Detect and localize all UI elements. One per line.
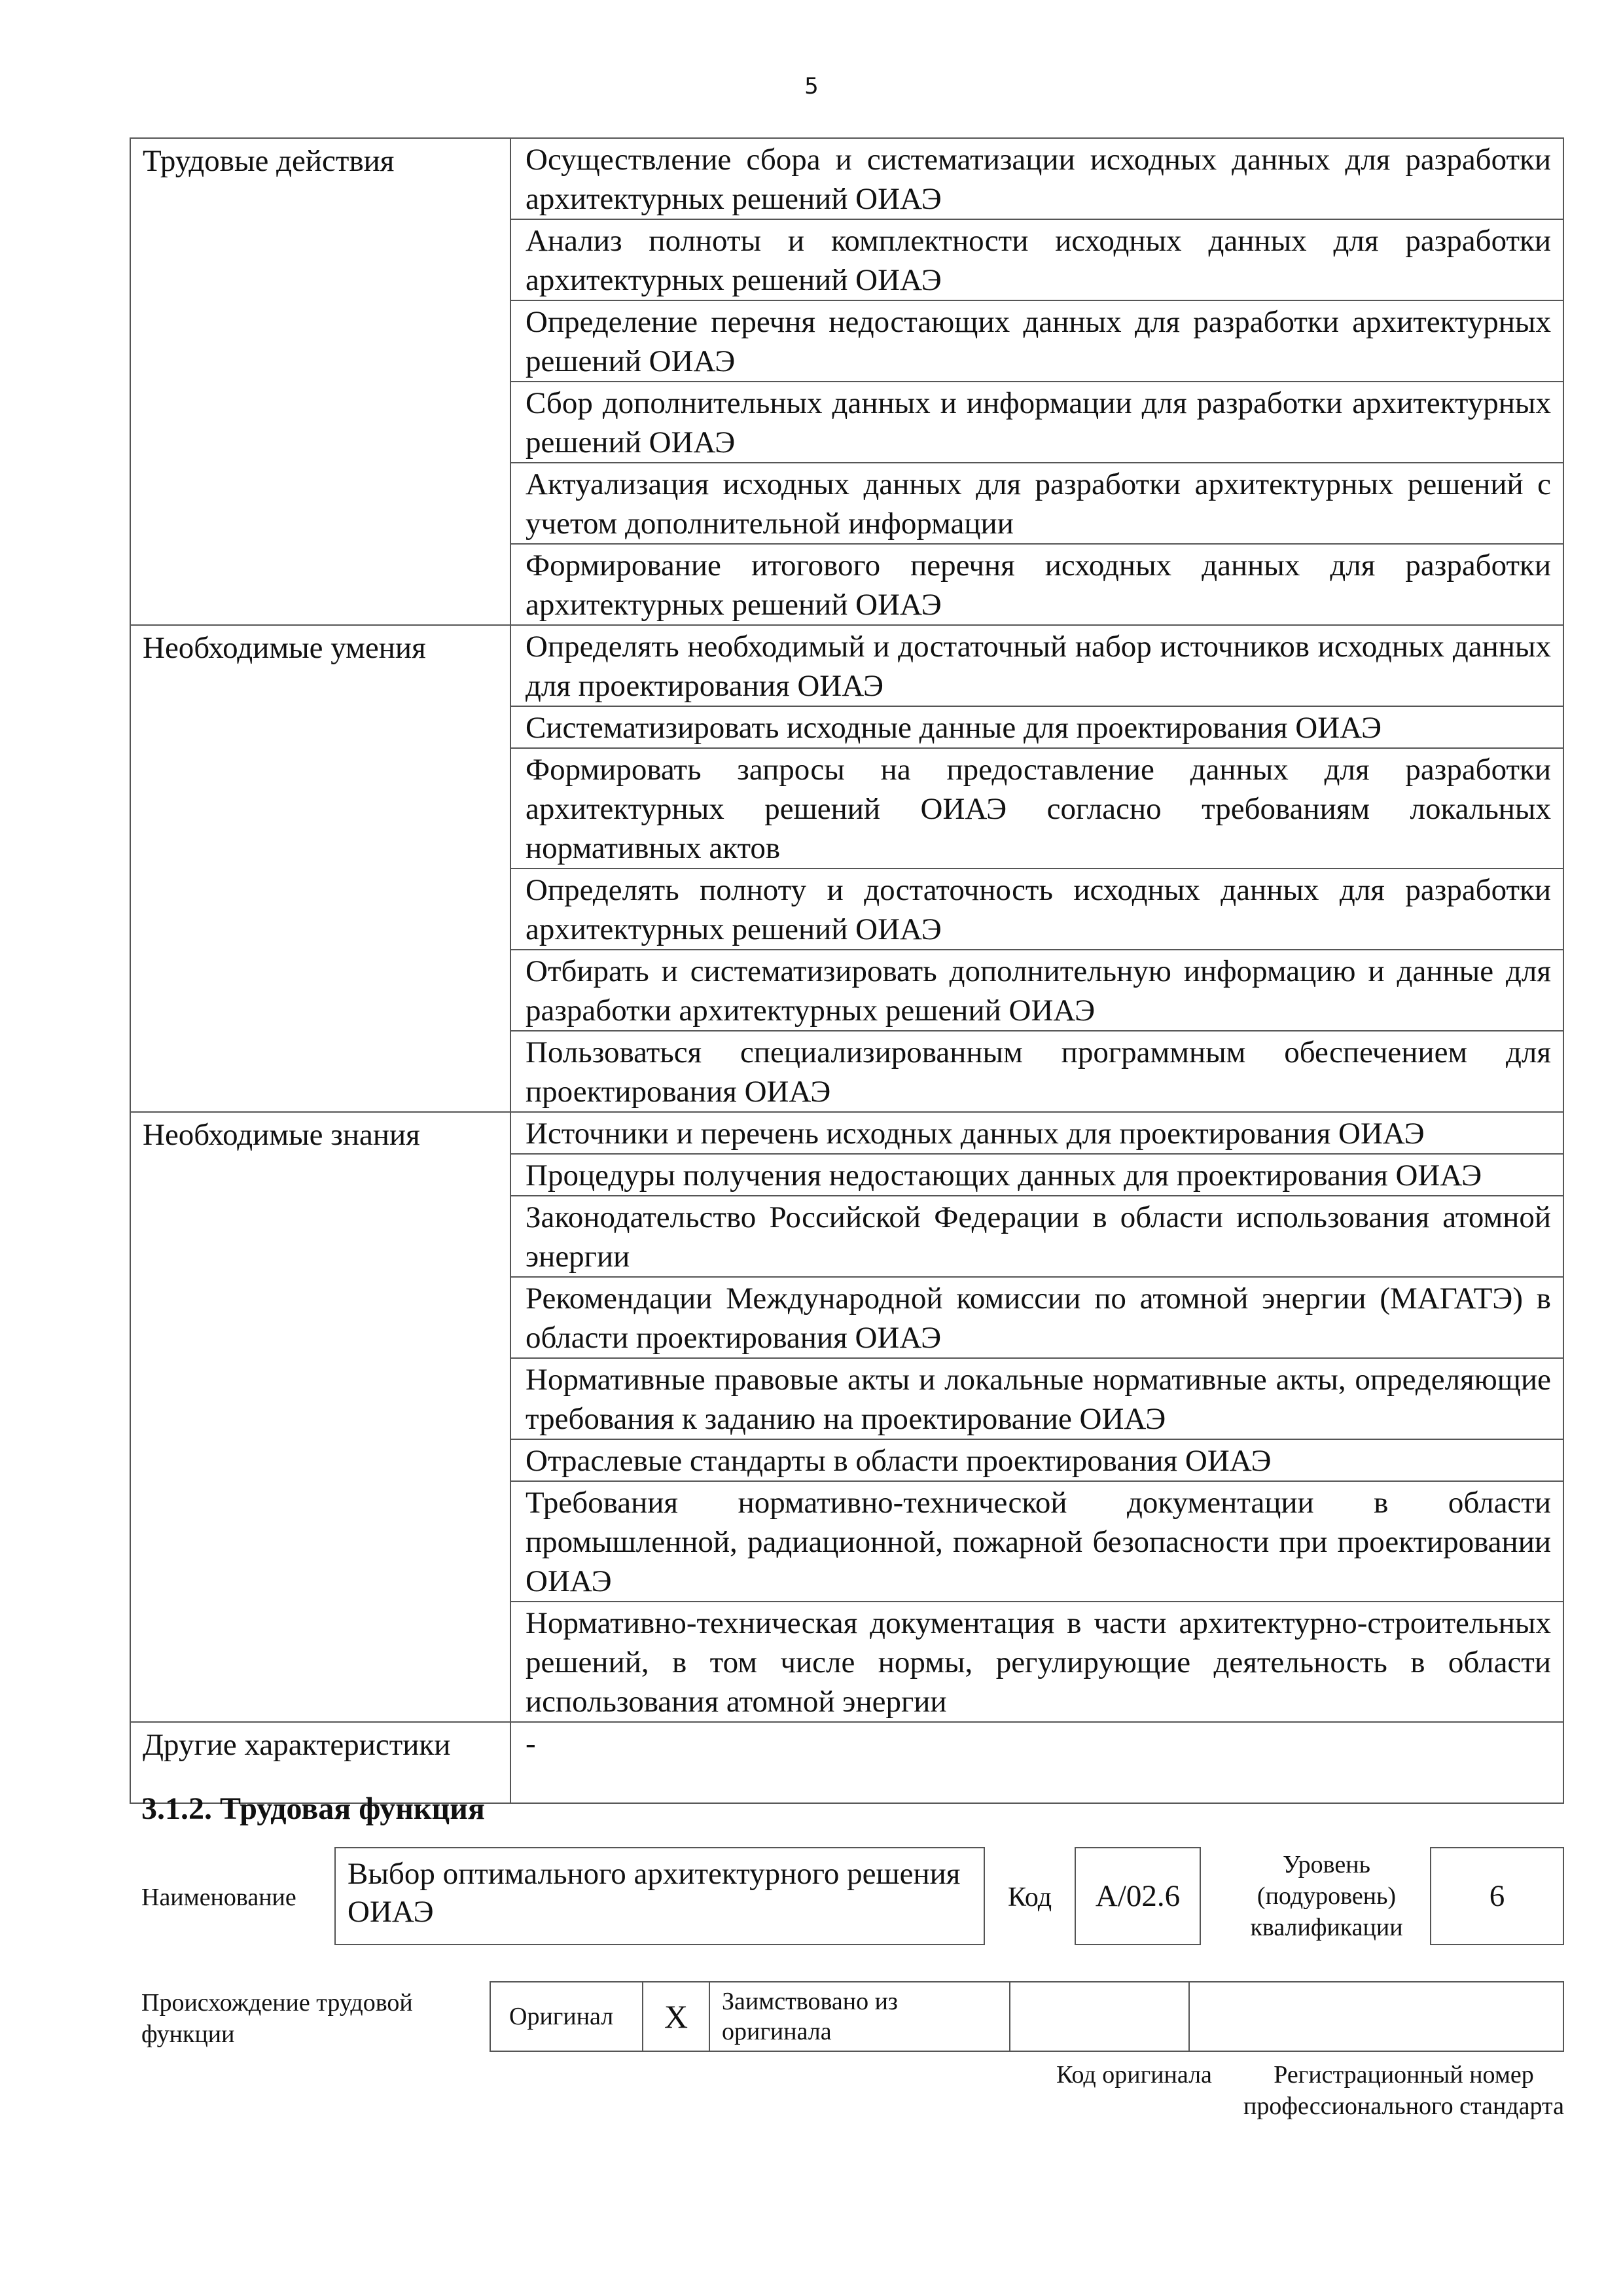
page-number: 5 xyxy=(804,73,819,99)
code-label: Код xyxy=(1008,1882,1052,1912)
section-label: Трудовые действия xyxy=(130,138,510,625)
function-code-field: А/02.6 xyxy=(1075,1847,1201,1945)
section-label: Другие характеристики xyxy=(130,1722,510,1803)
section-label: Необходимые знания xyxy=(130,1112,510,1722)
name-label: Наименование xyxy=(141,1884,296,1911)
original-label: Оригинал xyxy=(490,1982,643,2051)
original-code-caption: Код оригинала xyxy=(1056,2061,1212,2089)
section-label: Необходимые умения xyxy=(130,625,510,1112)
table-cell: Пользоваться специализированным программным обеспечением для проектирования ОИАЭ xyxy=(510,1031,1563,1112)
table-cell: Определять полноту и достаточность исходных данных для разработки архитектурных решений ОИАЭ xyxy=(510,869,1563,950)
table-cell: Процедуры получения недостающих данных для проектирования ОИАЭ xyxy=(510,1154,1563,1196)
table-row xyxy=(130,138,1563,219)
table-cell: Отбирать и систематизировать дополнительную информацию и данные для разработки архитектурных решений ОИАЭ xyxy=(510,950,1563,1031)
table-cell: Законодательство Российской Федерации в области использования атомной энергии xyxy=(510,1196,1563,1277)
table-cell: Рекомендации Международной комиссии по атомной энергии (МАГАТЭ) в области проектирования ОИАЭ xyxy=(510,1277,1563,1358)
borrowed-label: Заимствовано из оригинала xyxy=(709,1982,1010,2051)
labor-function-table xyxy=(130,137,1564,1804)
table-cell: Формирование итогового перечня исходных данных для разработки архитектурных решений ОИАЭ xyxy=(510,544,1563,625)
table-cell: Анализ полноты и комплектности исходных данных для разработки архитектурных решений ОИАЭ xyxy=(510,219,1563,300)
qualification-level-field: 6 xyxy=(1430,1847,1564,1945)
origin-label: Происхождение трудовой функции xyxy=(141,1989,413,2048)
function-name-field: Выбор оптимального архитектурного решения ОИАЭ xyxy=(334,1847,985,1945)
table-cell: Формировать запросы на предоставление данных для разработки архитектурных решений ОИАЭ согласно требованиям локальных нормативных актов xyxy=(510,748,1563,869)
table-cell: - xyxy=(510,1722,1563,1803)
table-cell: Определять необходимый и достаточный набор источников исходных данных для проектирования ОИАЭ xyxy=(510,625,1563,706)
table-cell: Источники и перечень исходных данных для проектирования ОИАЭ xyxy=(510,1112,1563,1154)
table-row xyxy=(490,1982,1563,2051)
original-code-cell xyxy=(1010,1982,1189,2051)
section-title: 3.1.2. Трудовая функция xyxy=(141,1791,485,1826)
table-cell: Нормативно-техническая документация в части архитектурно-строительных решений, в том числе нормы, регулирующие деятельность в области использования атомной энергии xyxy=(510,1602,1563,1722)
table-cell: Нормативные правовые акты и локальные нормативные акты, определяющие требования к заданию на проектирование ОИАЭ xyxy=(510,1358,1563,1439)
table-row xyxy=(130,625,1563,706)
table-row xyxy=(130,1112,1563,1154)
table-cell: Требования нормативно-технической документации в области промышленной, радиационной, пожарной безопасности при проектировании ОИАЭ xyxy=(510,1481,1563,1602)
table-cell: Определение перечня недостающих данных для разработки архитектурных решений ОИАЭ xyxy=(510,300,1563,382)
registration-number-cell xyxy=(1189,1982,1563,2051)
table-cell: Отраслевые стандарты в области проектирования ОИАЭ xyxy=(510,1439,1563,1481)
table-cell: Актуализация исходных данных для разработки архитектурных решений с учетом дополнительной информации xyxy=(510,463,1563,544)
original-mark: X xyxy=(643,1982,709,2051)
table-cell: Сбор дополнительных данных и информации для разработки архитектурных решений ОИАЭ xyxy=(510,382,1563,463)
level-label: Уровень (подуровень) квалификации xyxy=(1250,1851,1403,1941)
table-cell: Осуществление сбора и систематизации исходных данных для разработки архитектурных решений ОИАЭ xyxy=(510,138,1563,219)
table-cell: Систематизировать исходные данные для проектирования ОИАЭ xyxy=(510,706,1563,748)
origin-table xyxy=(490,1981,1564,2052)
registration-number-caption: Регистрационный номер профессионального стандарта xyxy=(1243,2061,1564,2120)
